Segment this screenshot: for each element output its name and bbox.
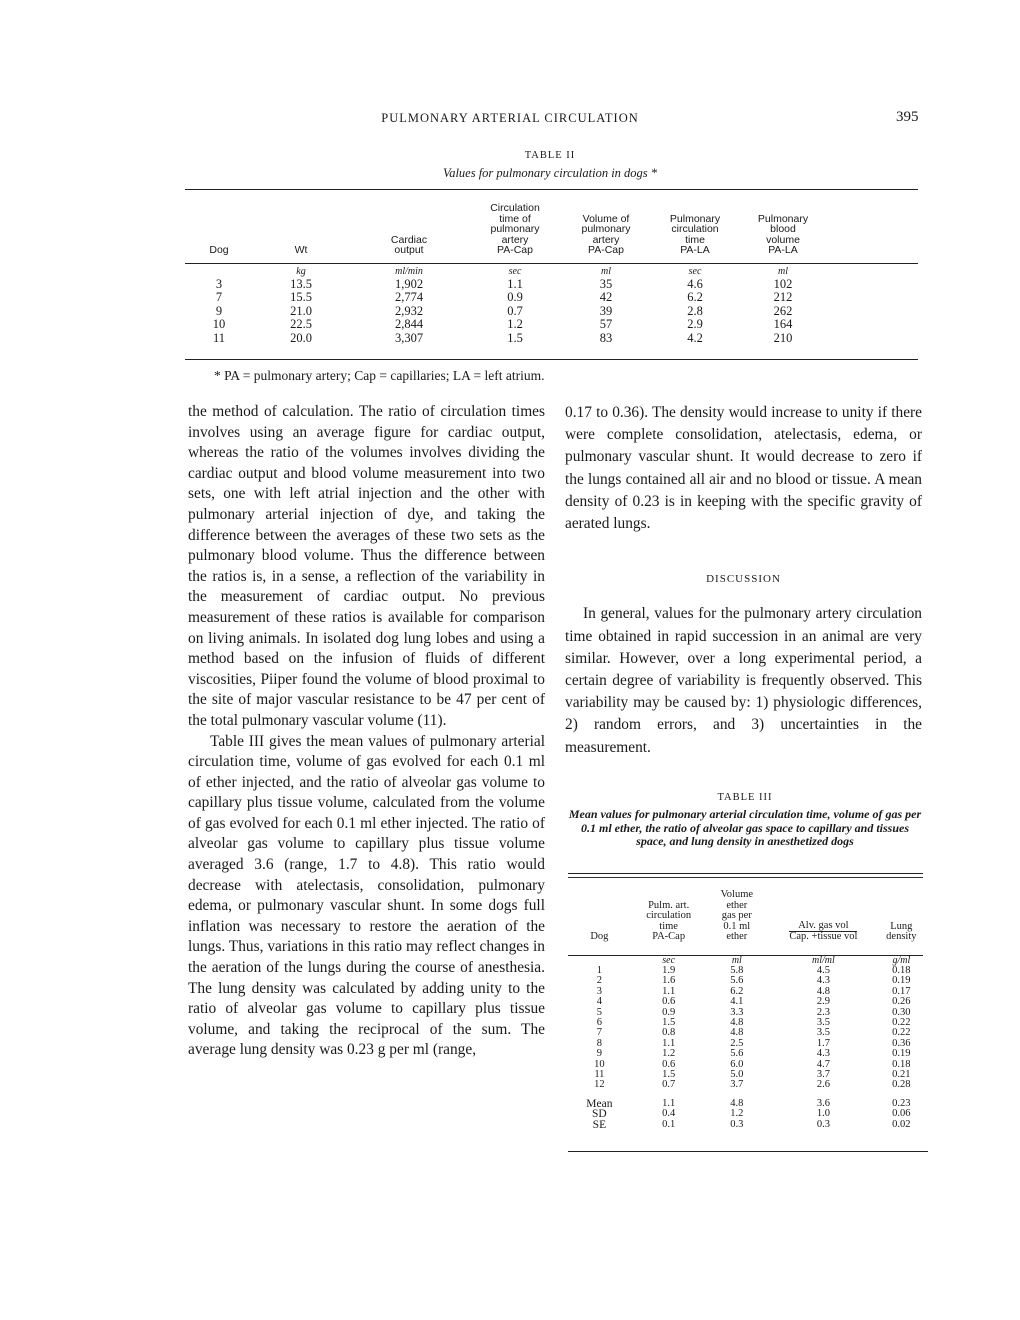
table-row [185, 278, 918, 291]
right-column [565, 402, 922, 759]
table-cell: 11 [594, 1068, 605, 1080]
header-line: ether [726, 899, 748, 911]
table-cell: 3.7 [730, 1079, 744, 1091]
header-line: volume [766, 233, 800, 246]
table-cell: 1.5 [662, 1016, 676, 1028]
table-cell: 0.6 [662, 996, 676, 1008]
header-line: PA-LA [768, 244, 798, 256]
header-line: Pulm. art. [648, 899, 690, 911]
table3-header-rule [568, 955, 923, 956]
header-line: Circulation [490, 202, 540, 214]
header-line: circulation [671, 223, 719, 235]
table-cell: 39 [599, 303, 613, 318]
table-cell: 1.7 [816, 1037, 830, 1049]
table-cell: 4.7 [816, 1058, 830, 1070]
table-cell: 1,902 [394, 276, 424, 291]
unit-cell: ml [778, 265, 788, 277]
table-cell: 0.30 [892, 1006, 911, 1018]
table-cell: 1.1 [662, 1097, 676, 1109]
table-cell: 7 [596, 1027, 602, 1039]
table-cell: 0.28 [892, 1079, 911, 1091]
table-cell: 0.36 [892, 1037, 911, 1049]
col-header-dog: Dog [590, 931, 609, 942]
header-line: Pulmonary [669, 212, 721, 225]
table-cell: 0.22 [892, 1016, 911, 1028]
col-header-circulation [631, 890, 707, 946]
table3-bottom-rule [568, 1151, 928, 1152]
table-cell: 1.2 [662, 1048, 676, 1060]
unit-cell: ml [731, 954, 742, 966]
table-cell: 2 [596, 975, 602, 987]
table-cell: 0.7 [662, 1079, 676, 1091]
unit-cell: kg [296, 265, 306, 277]
left-column [188, 402, 545, 1061]
table-cell: SE [592, 1118, 607, 1131]
spacer [827, 259, 918, 278]
unit-cell: g/ml [892, 954, 911, 966]
table-cell: 4.1 [730, 996, 744, 1008]
header-line: PA-Cap [588, 244, 624, 256]
table2-title: Values for pulmonary circulation in dogs * [442, 166, 658, 180]
running-title: PULMONARY ARTERIAL CIRCULATION [381, 111, 639, 125]
col-header-volume [707, 890, 768, 946]
unit-cell [185, 259, 253, 278]
table-cell: 3 [215, 276, 223, 291]
table-cell: 2.9 [687, 317, 703, 332]
table-cell: 6.2 [687, 290, 703, 305]
header-line: Volume [720, 889, 754, 900]
header-line: ether [726, 931, 748, 942]
table-cell: 9 [596, 1048, 602, 1060]
table-row [568, 1028, 923, 1038]
table-cell: 2,774 [394, 290, 424, 305]
table-cell: 3.6 [816, 1097, 830, 1109]
spacer [827, 332, 918, 345]
header-line: time [659, 920, 678, 932]
table-cell: 0.3 [816, 1118, 830, 1130]
table-cell: 2,844 [394, 317, 424, 332]
table3 [568, 890, 923, 1130]
header-line: circulation [646, 910, 692, 921]
table-cell: 1.5 [662, 1068, 676, 1080]
unit-cell: sec [688, 265, 702, 277]
table-row [185, 318, 918, 331]
header-line: output [394, 244, 424, 256]
table2-label: TABLE II [524, 150, 576, 161]
table-cell: 7 [215, 290, 223, 305]
table-cell: 5.6 [730, 975, 744, 987]
summary-row [568, 1120, 923, 1130]
table2-bottom-rule [185, 359, 918, 360]
table-cell: 1.1 [662, 985, 676, 997]
header-line: artery [592, 233, 620, 246]
header-line: density [886, 931, 917, 942]
spacer [827, 305, 918, 318]
table-row [568, 1049, 923, 1059]
table-cell: 0.4 [662, 1108, 676, 1120]
table3-top-rule [568, 873, 923, 878]
table-cell: 0.02 [892, 1118, 911, 1130]
header-line: time of [499, 212, 531, 225]
table-cell: 0.26 [892, 996, 911, 1008]
header-line: pulmonary [581, 223, 631, 235]
table-cell: 21.0 [290, 303, 312, 318]
table-cell: 2.8 [687, 303, 703, 318]
table-cell: 4.8 [730, 1097, 744, 1109]
paragraph: the method of calculation. The ratio of circulation times involves using an average figure for cardiac output, whereas the ratio of the volumes involves dividing the cardiac output and blood volume measurement into two sets, one with left atrial injection and the other with pulmonary arterial injection of dye, and taking the difference between the averages of these two sets as the pulmonary blood volume. Thus the difference between the ratios is, in a sense, a reflection of the variability in the measurement of cardiac output. No previous measurement of these ratios is available for comparison on living animals. In isolated dog lung lobes and using a method based on the infusion of fluids of different viscosities, Piiper found the volume of blood proximal to the site of major vascular resistance to be 47 per cent of the total pulmonary vascular volume (11). [188, 403, 545, 729]
table-cell: 20.0 [290, 330, 312, 345]
table-cell: 8 [596, 1037, 602, 1049]
table-cell: 1.5 [507, 330, 523, 345]
unit-cell: ml/min [395, 265, 423, 277]
table-cell: 3.3 [730, 1006, 744, 1018]
table-cell: 12 [594, 1079, 605, 1091]
table-cell: 1.2 [507, 317, 523, 332]
section-heading: DISCUSSION [706, 573, 781, 586]
col-header [253, 203, 349, 259]
table-cell: 15.5 [290, 290, 312, 305]
spacer [827, 291, 918, 304]
table-cell: 1.1 [507, 276, 523, 291]
header-line: 0.1 ml [723, 920, 751, 932]
table-cell: 5.0 [730, 1068, 744, 1080]
table-cell: 4.5 [816, 964, 830, 976]
table-cell: 6.2 [730, 985, 744, 997]
table-cell: 262 [773, 303, 793, 318]
table-cell: 57 [599, 317, 613, 332]
table-cell: 83 [599, 330, 613, 345]
header-line: PA-Cap [497, 244, 533, 256]
table-row [568, 1060, 923, 1070]
table-cell: 0.6 [662, 1058, 676, 1070]
table-row [568, 997, 923, 1007]
unit-cell: sec [662, 954, 676, 966]
header-line: Wt [294, 244, 308, 256]
table-row [568, 987, 923, 997]
table-cell: 1.9 [662, 964, 676, 976]
table-cell: 11 [212, 330, 226, 345]
table-cell: 0.18 [892, 964, 911, 976]
col-header [469, 203, 561, 259]
header-line: time [685, 233, 705, 246]
table-cell: 0.19 [892, 975, 911, 987]
table-cell: 1.2 [730, 1108, 744, 1120]
col-header-density [880, 890, 923, 946]
table2-top-rule [185, 189, 918, 190]
table-row [568, 976, 923, 986]
table-cell: 4.6 [687, 276, 703, 291]
col-header [651, 203, 739, 259]
table-row [185, 332, 918, 345]
header-line: pulmonary [490, 223, 540, 235]
table2 [185, 203, 918, 345]
unit-cell: sec [508, 265, 522, 277]
table-row [568, 1080, 923, 1090]
spacer [827, 318, 918, 331]
header-line: PA-LA [680, 244, 710, 256]
header-line: blood [770, 223, 796, 235]
table-cell: 0.21 [892, 1068, 911, 1080]
page-number: 395 [896, 109, 919, 125]
table-cell: 212 [773, 290, 793, 305]
table-cell: 3,307 [394, 330, 424, 345]
table-row [568, 1039, 923, 1049]
paragraph: 0.17 to 0.36). The density would increase to unity if there were complete consolidation, atelectasis, edema, or pulmonary vascular shunt. It would decrease to zero if the lungs contained all air and no blood or tissue. A mean density of 0.23 is in keeping with the specific gravity of aerated lungs. [565, 404, 922, 533]
header-line: Pulmonary [757, 212, 809, 225]
table-cell: 6.0 [730, 1058, 744, 1070]
table-cell: 0.3 [730, 1118, 744, 1130]
unit-cell: ml/ml [812, 954, 835, 966]
table-cell: SD [592, 1108, 607, 1121]
table-cell: 3.7 [816, 1068, 830, 1080]
col-header [349, 203, 469, 259]
table-cell: 4.8 [730, 1016, 744, 1028]
ratio-numerator: Alv. gas vol [789, 921, 857, 933]
table-cell: 0.19 [892, 1048, 911, 1060]
table-cell: 0.8 [662, 1027, 676, 1039]
table-cell: 0.18 [892, 1058, 911, 1070]
table-cell: Mean [586, 1097, 613, 1110]
table-cell: 2.3 [816, 1006, 830, 1018]
table-cell: 5.8 [730, 964, 744, 976]
table-cell: 4.8 [816, 985, 830, 997]
unit-cell: ml [601, 265, 611, 277]
table-cell: 1.0 [816, 1108, 830, 1120]
table-cell: 0.17 [892, 985, 911, 997]
table-cell: 22.5 [290, 317, 312, 332]
table-cell: 164 [773, 317, 793, 332]
table-cell: 42 [599, 290, 613, 305]
header-line: PA-Cap [652, 931, 686, 942]
table3-title: Mean values for pulmonary arterial circulation time, volume of gas per 0.1 ml ether, the ratio of alveolar gas space to capillary and tissues space, and lung density in anesthetized dogs [568, 807, 922, 848]
table3-label: TABLE III [717, 792, 773, 803]
table-cell: 1.6 [662, 975, 676, 987]
table-cell: 4.3 [816, 975, 830, 987]
table-cell: 4.2 [687, 330, 703, 345]
table-cell: 2.6 [816, 1079, 830, 1091]
table-row [568, 1018, 923, 1028]
table-cell: 10 [212, 317, 226, 332]
table-cell: 4.3 [816, 1048, 830, 1060]
table-cell: 2.5 [730, 1037, 744, 1049]
table-cell: 10 [594, 1058, 605, 1070]
header-line: Volume of [582, 212, 630, 225]
table-cell: 1.1 [662, 1037, 676, 1049]
table-row [568, 1008, 923, 1018]
col-header-ratio [767, 890, 880, 946]
table-cell: 13.5 [290, 276, 312, 291]
table-cell: 3 [596, 985, 602, 997]
table-cell: 3.5 [816, 1027, 830, 1039]
spacer [827, 203, 918, 259]
table-cell: 3.5 [816, 1016, 830, 1028]
table-cell: 2,932 [394, 303, 424, 318]
table-cell: 0.23 [892, 1097, 911, 1109]
table-row [185, 305, 918, 318]
table-cell: 0.9 [507, 290, 523, 305]
table-row [568, 966, 923, 976]
table-cell: 210 [773, 330, 793, 345]
table2-header-rule [185, 263, 918, 264]
table-cell: 5 [596, 1006, 602, 1018]
table-cell: 35 [599, 276, 613, 291]
table-cell: 4.8 [730, 1027, 744, 1039]
table-cell: 9 [215, 303, 223, 318]
table-cell: 4 [596, 996, 602, 1008]
table-cell: 1 [596, 964, 602, 976]
header-line: Cardiac [390, 233, 428, 246]
table-cell: 0.1 [662, 1118, 676, 1130]
spacer [827, 278, 918, 291]
summary-row [568, 1109, 923, 1119]
col-header [185, 203, 253, 259]
col-header [739, 203, 827, 259]
units-row [185, 259, 918, 278]
table-row [568, 1070, 923, 1080]
table-cell: 6 [596, 1016, 602, 1028]
header-line: Lung [890, 920, 913, 932]
table-cell: 2.9 [816, 996, 830, 1008]
table-cell: 0.9 [662, 1006, 676, 1018]
table-cell: 0.06 [892, 1108, 911, 1120]
ratio-denominator: Cap. +tissue vol [789, 931, 858, 942]
table-row [185, 291, 918, 304]
summary-row [568, 1091, 923, 1109]
table2-footnote: * PA = pulmonary artery; Cap = capillaries; LA = left atrium. [214, 368, 545, 383]
header-line: artery [501, 233, 529, 246]
paragraph: In general, values for the pulmonary artery circulation time obtained in rapid succession in an animal are very similar. However, over a long experimental period, a certain degree of variability is frequently observed. This variability may be caused by: 1) physiologic differences, 2) random errors, and 3) uncertainties in the measurement. [565, 605, 922, 756]
header-line: gas per [721, 910, 752, 921]
table-cell: 102 [773, 276, 793, 291]
paragraph: Table III gives the mean values of pulmonary arterial circulation time, volume of gas evolved for each 0.1 ml of ether injected, and the ratio of alveolar gas volume to capillary plus tissue volume, calculated from the volume of gas evolved for each 0.1 ml ether injected. The ratio of alveolar gas volume to capillary plus tissue volume averaged 3.6 (range, 1.7 to 4.8). This ratio would decrease with atelectasis, consolidation, pulmonary edema, or pulmonary vascular shunt. In some dogs full inflation was necessary to restore the aeration of the lungs. Thus, variations in this ratio may reflect changes in the aeration of the lungs during the course of anesthesia. The lung density was calculated by adding unity to the ratio of alveolar gas volume to capillary plus tissue volume, and taking the reciprocal of the sum. The average lung density was 0.23 g per ml (range, [188, 732, 545, 1059]
table-cell: 5.6 [730, 1048, 744, 1060]
table-cell: 0.7 [507, 303, 523, 318]
header-line: Dog [209, 244, 229, 256]
col-header [561, 203, 651, 259]
table-cell: 0.22 [892, 1027, 911, 1039]
